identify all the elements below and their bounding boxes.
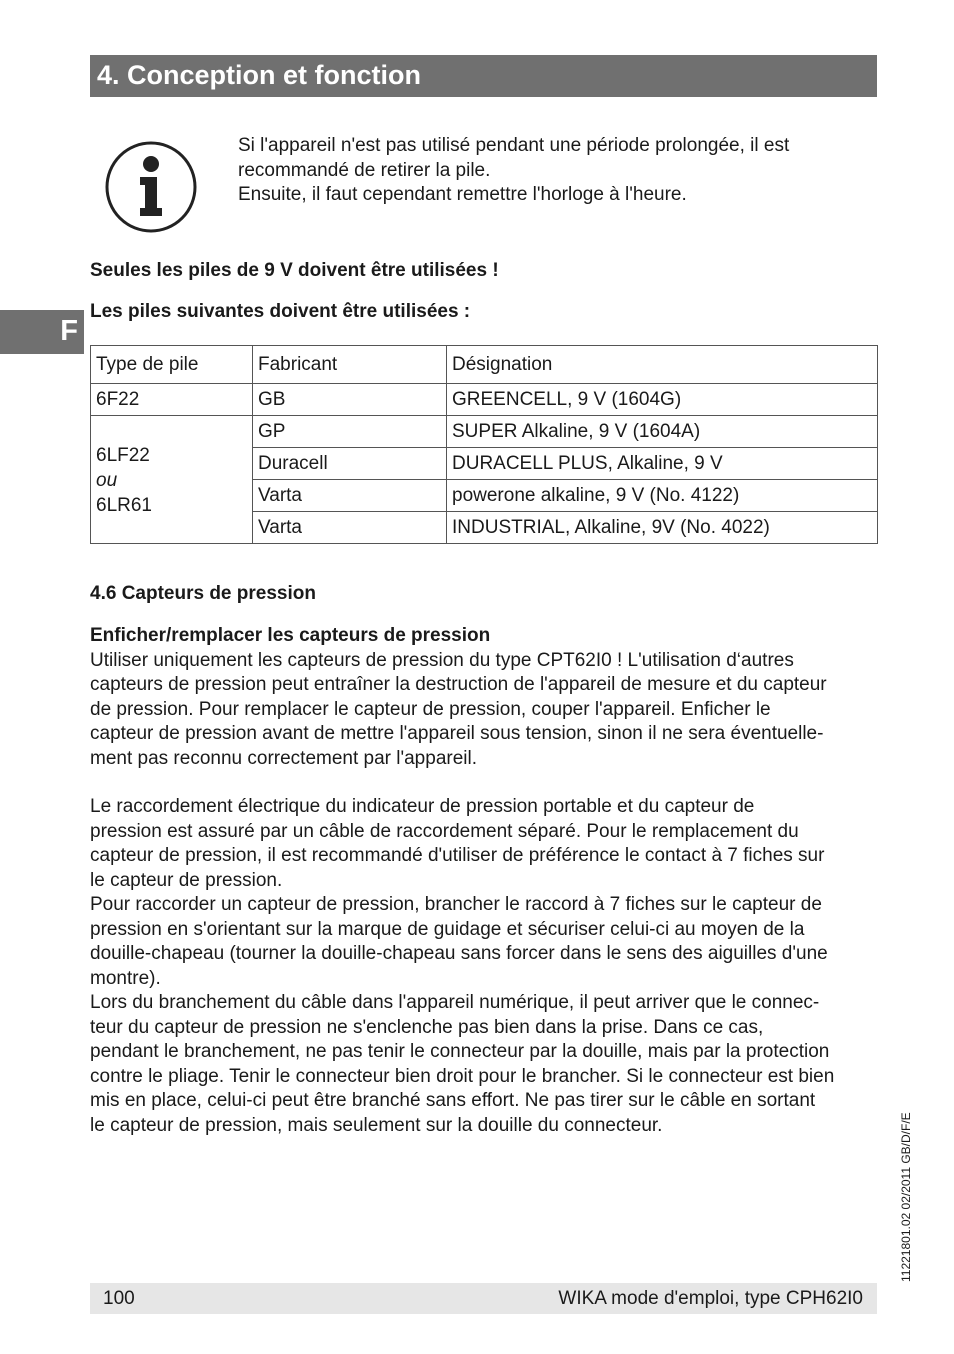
- paragraph-line: pression en s'orientant sur la marque de guidage et sécuriser celui-ci au moyen de la: [90, 918, 805, 940]
- paragraph-line: douille-chapeau (tourner la douille-chapeau sans forcer dans le sens des aiguilles d'une: [90, 943, 828, 964]
- table-row: [91, 384, 878, 416]
- paragraph-line: ment pas reconnu correctement par l'appareil.: [90, 747, 477, 769]
- paragraph-line: Lors du branchement du câble dans l'appareil numérique, il peut arriver que le connec-: [90, 992, 820, 1013]
- paragraph-line: contre le pliage. Tenir le connecteur bien droit pour le brancher. Si le connecteur est bien: [90, 1065, 835, 1087]
- type-or: ou: [96, 469, 118, 491]
- chapter-title: 4. Conception et fonction: [97, 60, 421, 90]
- cell-designation: DURACELL PLUS, Alkaline, 9 V: [447, 448, 878, 480]
- battery-list-intro: Les piles suivantes doivent être utilisées :: [90, 301, 471, 322]
- paragraph-line: mis en place, celui-ci peut être branché sans effort. Ne pas tirer sur le câble en sortant: [90, 1090, 816, 1111]
- paragraph-line: capteur de pression avant de mettre l'appareil sous tension, sinon il ne sera éventuelle-: [90, 723, 824, 744]
- paragraph-line: pression est assuré par un câble de raccordement séparé. Pour le remplacement du: [90, 820, 799, 842]
- paragraph-line: Pour raccorder un capteur de pression, brancher le raccord à 7 fiches sur le capteur de: [90, 894, 822, 915]
- cell-maker: Varta: [253, 512, 447, 544]
- paragraph-line: le capteur de pression, mais seulement sur la douille du connecteur.: [90, 1114, 663, 1136]
- cell-designation: GREENCELL, 9 V (1604G): [447, 384, 878, 416]
- paragraph-line: de pression. Pour remplacer le capteur de pression, couper l'appareil. Enficher le: [90, 698, 771, 720]
- section-title: 4.6 Capteurs de pression: [90, 583, 316, 604]
- table-row: [91, 416, 878, 448]
- cell-maker: GP: [253, 416, 447, 448]
- type-6lr61: 6LR61: [96, 494, 152, 516]
- info-note-line: Ensuite, il faut cependant remettre l'horloge à l'heure.: [238, 184, 687, 205]
- paragraph-line: capteur de pression, il est recommandé d'utiliser de préférence le contact à 7 fiches sur: [90, 845, 825, 866]
- paragraph-line: montre).: [90, 967, 161, 989]
- paragraph-line: Utiliser uniquement les capteurs de pression du type CPT62I0 ! L'utilisation d‘autres: [90, 649, 794, 671]
- info-note-line: recommandé de retirer la pile.: [238, 159, 491, 181]
- cell-designation: powerone alkaline, 9 V (No. 4122): [447, 480, 878, 512]
- cell-type: 6F22: [91, 384, 253, 416]
- cell-maker: Duracell: [253, 448, 447, 480]
- chapter-header: [90, 55, 877, 97]
- battery-table: [90, 345, 878, 544]
- paragraph-line: Le raccordement électrique du indicateur de pression portable et du capteur de: [90, 796, 755, 817]
- cell-type-group: [91, 416, 253, 544]
- document-code: 11221801.02 02/2011 GB/D/F/E: [899, 1112, 913, 1282]
- paragraph-line: le capteur de pression.: [90, 869, 283, 891]
- document-title: WIKA mode d'emploi, type CPH62I0: [558, 1288, 863, 1309]
- info-note-line: Si l'appareil n'est pas utilisé pendant une période prolongée, il est: [238, 135, 790, 156]
- header-maker: Fabricant: [253, 346, 447, 384]
- info-icon: [104, 140, 198, 234]
- paragraph-line: teur du capteur de pression ne s'enclenche pas bien dans la prise. Dans ce cas,: [90, 1016, 764, 1038]
- paragraph-line: pendant le branchement, ne pas tenir le connecteur par la douille, mais par la protection: [90, 1041, 830, 1062]
- section-body-1: [90, 624, 880, 771]
- info-note: [238, 134, 858, 208]
- battery-warning: Seules les piles de 9 V doivent être utilisées !: [90, 260, 499, 281]
- header-designation: Désignation: [447, 346, 878, 384]
- header-type: Type de pile: [91, 346, 253, 384]
- cell-designation: INDUSTRIAL, Alkaline, 9V (No. 4022): [447, 512, 878, 544]
- type-6lf22: 6LF22: [96, 444, 150, 466]
- section-body-2: [90, 795, 880, 1138]
- paragraph-line: capteurs de pression peut entraîner la destruction de l'appareil de mesure et du capteur: [90, 674, 827, 695]
- section-subtitle: Enficher/remplacer les capteurs de pression: [90, 625, 491, 646]
- cell-maker: GB: [253, 384, 447, 416]
- cell-designation: SUPER Alkaline, 9 V (1604A): [447, 416, 878, 448]
- table-header-row: [91, 346, 878, 384]
- page-footer: [90, 1283, 877, 1314]
- language-tab: [0, 310, 84, 354]
- language-tab-label: F: [60, 315, 78, 347]
- cell-maker: Varta: [253, 480, 447, 512]
- page-number: 100: [103, 1288, 135, 1309]
